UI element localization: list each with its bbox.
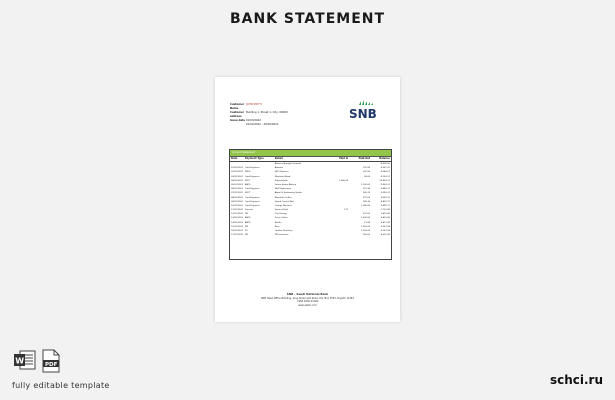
- table-cell: 7,699.71: [380, 204, 390, 207]
- table-cell: 10,650.51: [379, 179, 390, 182]
- table-cell: DD: [244, 213, 249, 216]
- table-cell: 06/02/2022: [231, 188, 243, 191]
- column-header: Detail: [274, 157, 283, 160]
- table-cell: BACS: [244, 221, 251, 224]
- table-cell: Aqua Fit Swimming Studio: [274, 192, 302, 195]
- table-cell: 09/02/2022: [231, 200, 243, 203]
- table-cell: SMOL: [244, 171, 251, 174]
- table-cell: SMO Tobacco: [274, 171, 289, 174]
- table-cell: HHD Supermart: [274, 188, 292, 191]
- table-cell: 08/02/2022: [231, 196, 243, 199]
- table-cell: 10/02/2022: [231, 204, 243, 207]
- table-cell: SO: [244, 230, 248, 232]
- customer-row: [230, 111, 288, 119]
- table-cell: 03/02/2022: [231, 175, 243, 178]
- table-cell: Card Payment: [244, 204, 260, 207]
- customer-value: Building 1, Street 1, City, 00000: [246, 111, 288, 114]
- table-cell: 9,295.01: [380, 192, 390, 195]
- table-cell: 145.20: [362, 192, 371, 195]
- table-cell: FM Insurance: [274, 234, 289, 237]
- statement-footer: [215, 293, 400, 307]
- table-cell: 11/02/2022: [231, 209, 243, 212]
- table-cell: 04/02/2022: [231, 179, 243, 182]
- customer-block: [230, 103, 288, 127]
- table-cell: Card Payment: [244, 200, 260, 203]
- snb-logo-graphic: [347, 99, 389, 121]
- table-cell: Mountain Road: [274, 175, 291, 178]
- footer-bank-name: SNB - Saudi National Bank: [286, 292, 329, 296]
- table-cell: 14/02/2022: [231, 221, 243, 224]
- table-cell: Interest Paid: [274, 209, 288, 212]
- table-cell: DD: [244, 234, 249, 237]
- table-cell: Rent: [274, 225, 280, 228]
- table-cell: 9,025.01: [380, 196, 390, 199]
- table-cell: Card Payment: [244, 196, 260, 199]
- table-cell: DD: [244, 225, 249, 228]
- customer-row: [230, 103, 288, 111]
- column-header: Balance: [379, 157, 390, 160]
- table-cell: 1,100.00: [360, 230, 371, 232]
- table-title-bar: Account Statement: [230, 150, 391, 157]
- table-cell: 110.30: [362, 188, 371, 191]
- table-cell: City Energy: [274, 213, 287, 216]
- table-cell: [326, 233, 348, 237]
- table-cell: 145.30: [362, 200, 371, 203]
- customer-label: [230, 123, 246, 127]
- table-cell: 4,167.43: [380, 230, 390, 232]
- table-cell: 15/02/2022: [231, 225, 243, 228]
- footer-phone: +966 9200 01000: [296, 300, 319, 304]
- table-cell: Card Payment: [244, 175, 260, 178]
- table-body: [230, 162, 391, 237]
- table-cell: 16/02/2022: [231, 230, 243, 232]
- table-cell: 2,500.00: [338, 179, 349, 182]
- table-cell: 132.99: [362, 167, 371, 170]
- transactions-table: [229, 149, 392, 260]
- table-cell: Grand Central Rail: [274, 200, 294, 203]
- table-cell: 5,267.43: [380, 225, 390, 228]
- table-cell: 96.00: [364, 175, 371, 178]
- table-cell: 1,100.00: [360, 183, 371, 186]
- customer-value: 01/02/2022 - 28/02/2022: [246, 123, 279, 126]
- table-cell: 13/02/2022: [231, 217, 243, 220]
- table-cell: Interest: [244, 209, 253, 212]
- table-cell: 13.99: [364, 221, 371, 224]
- column-header: Date: [231, 157, 238, 160]
- table-cell: Balance Brought Forward: [274, 163, 301, 165]
- customer-label: Issue date: [230, 119, 246, 122]
- table-cell: 1,150.00: [360, 225, 371, 228]
- customer-label: Customer address: [230, 111, 245, 118]
- table-cell: 1,000.00: [360, 217, 371, 220]
- footer-site: www.alahli.com: [298, 303, 317, 307]
- table-cell: 270.00: [362, 196, 371, 199]
- table-cell: 4,022.43: [380, 234, 390, 237]
- table-cell: 9,440.21: [380, 188, 390, 191]
- table-cell: Amazon: [274, 167, 284, 170]
- table-cell: SPOT: [244, 179, 251, 182]
- table-cell: 01/02/2022: [231, 167, 243, 170]
- customer-row: [230, 123, 288, 127]
- column-header: Payment Type: [244, 157, 264, 160]
- table-cell: 145.00: [362, 234, 371, 237]
- svg-text:W: W: [15, 356, 25, 366]
- table-cell: 1.71: [343, 209, 349, 212]
- table-cell: Card Payment: [244, 167, 260, 170]
- table-cell: 8,500.00: [380, 163, 390, 165]
- table-cell: Tesco Online: [274, 217, 288, 220]
- table-cell: 270.00: [362, 213, 371, 216]
- table-cell: SPOT: [244, 192, 251, 195]
- table-cell: 17/02/2022: [231, 234, 243, 237]
- customer-label: Customer Name: [230, 103, 245, 110]
- table-cell: 02/02/2022: [231, 171, 243, 174]
- word-icon: [13, 349, 37, 371]
- footer-address: SNB Head Office Building, King Abdul Aziz Road, P.O. Box 3555, Riyadh 11481: [261, 296, 354, 300]
- table-cell: 8,150.51: [380, 175, 390, 178]
- logo-text: SNB: [349, 107, 377, 121]
- brand-label: schci.ru: [549, 373, 603, 387]
- table-cell: 120.50: [362, 171, 371, 174]
- pdf-icon: [41, 349, 61, 373]
- table-cell: BACS: [244, 183, 251, 186]
- statement-page: [215, 77, 400, 322]
- table-cell: 9,550.51: [380, 183, 390, 186]
- table-cell: London Dentistry: [274, 230, 293, 232]
- table-cell: 7,701.42: [380, 209, 390, 212]
- table-cell: 8,879.71: [380, 200, 390, 203]
- customer-value: JOHN SMITH: [246, 103, 262, 106]
- table-cell: 07/02/2022: [231, 192, 243, 195]
- column-header: Paid Out: [358, 157, 371, 160]
- table-cell: 6,431.42: [380, 217, 390, 220]
- table-cell: 6,417.43: [380, 221, 390, 224]
- table-cell: 8,246.51: [380, 171, 390, 174]
- table-cell: Netflix: [274, 221, 282, 224]
- snb-logo: [347, 99, 389, 121]
- table-cell: Orange Wireless: [274, 204, 292, 207]
- table-cell: Mountain Coffee: [274, 196, 292, 199]
- file-format-icons: [13, 349, 61, 373]
- table-cell: BACS: [244, 217, 251, 220]
- svg-text:PDF: PDF: [45, 362, 58, 368]
- table-cell: 7,431.42: [380, 213, 390, 216]
- table-cell: 1,180.00: [360, 204, 371, 207]
- table-cell: 8,367.01: [380, 167, 390, 170]
- editable-caption: fully editable template: [12, 381, 110, 390]
- table-cell: Card Payment: [244, 188, 260, 191]
- table-cell: 05/02/2022: [231, 183, 243, 186]
- column-header: Paid in: [339, 157, 349, 160]
- customer-value: 01/03/2022: [246, 119, 261, 122]
- table-cell: Stipend Jobs: [274, 179, 288, 182]
- table-cell: 12/02/2022: [231, 213, 243, 216]
- page-title: BANK STATEMENT: [229, 11, 386, 27]
- table-row: [230, 233, 391, 237]
- table-cell: Lorem Ipsum Bakery: [274, 183, 297, 186]
